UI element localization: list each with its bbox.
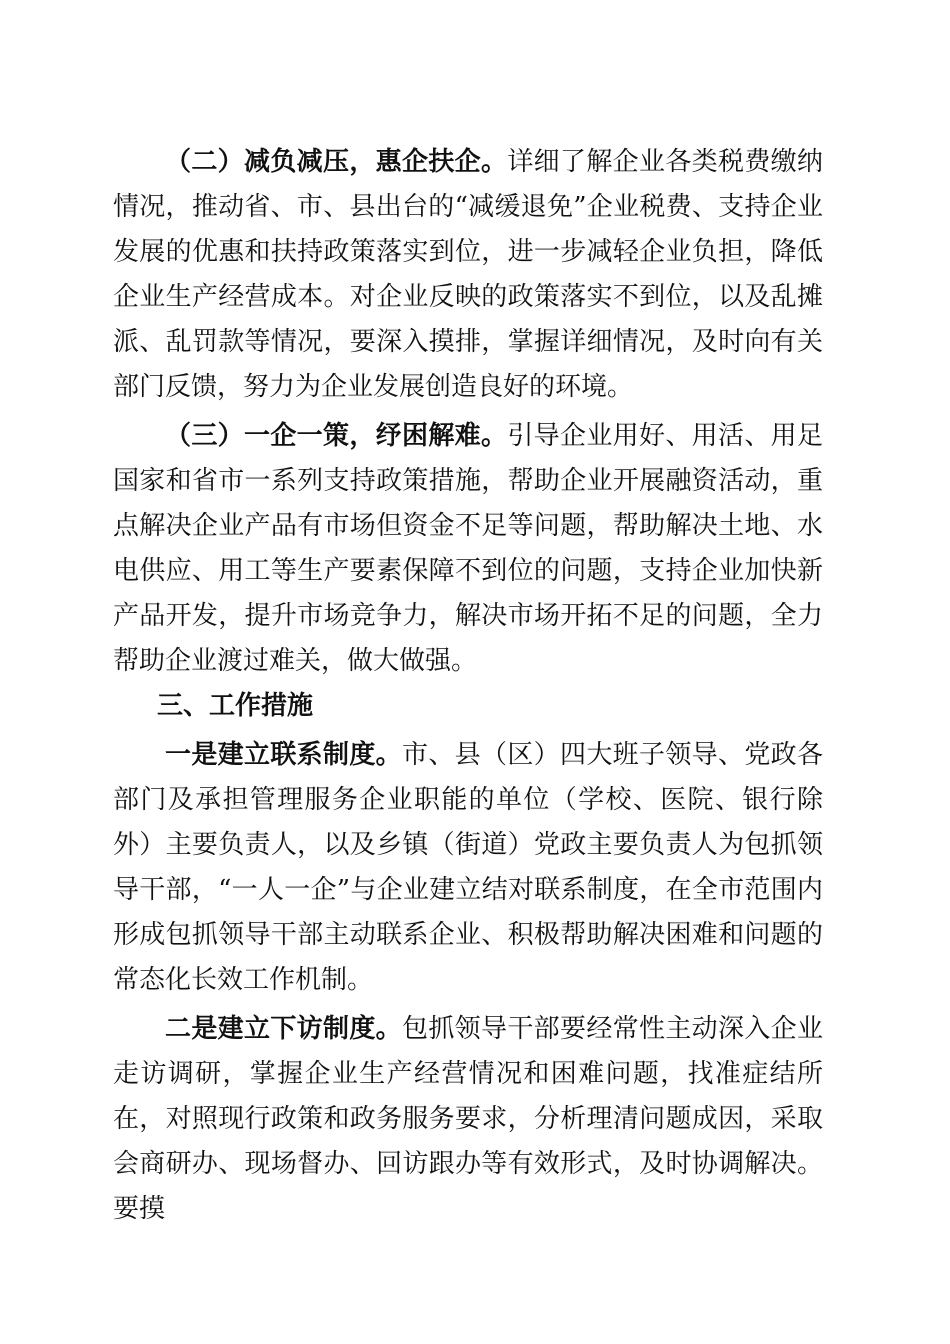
paragraph-text: 详细了解企业各类税费缴纳情况，推动省、市、县出台的“减缓退免”企业税费、支持企业发展的优惠和扶持政策落实到位，进一步减轻企业负担，降低企业生产经营成本。对企业反映的政策落实不到位，以及乱摊派、乱罚款等情况，要深入摸排，掌握详细情况，及时向有关部门反馈，努力为企业发展创造良好的环境。 xyxy=(113,147,823,402)
paragraph-visit-system xyxy=(113,1007,823,1232)
paragraph-lead: （三）一企一策，纾困解难。 xyxy=(165,421,508,451)
section-heading: 三、工作措施 xyxy=(157,691,314,721)
document-body xyxy=(113,140,823,1232)
paragraph-text: 引导企业用好、用活、用足国家和省市一系列支持政策措施，帮助企业开展融资活动，重点解决企业产品有市场但资金不足等问题，帮助解决土地、水电供应、用工等生产要素保障不到位的问题，支持企业加快新产品开发，提升市场竞争力，解决市场开拓不足的问题，全力帮助企业渡过难关，做大做强。 xyxy=(113,421,823,676)
paragraph-text: 市、县（区）四大班子领导、党政各部门及承担管理服务企业职能的单位（学校、医院、银行除外）主要负责人，以及乡镇（街道）党政主要负责人为包抓领导干部，“一人一企”与企业建立结对联系制度，在全市范围内形成包抓领导干部主动联系企业、积极帮助解决困难和问题的常态化长效工作机制。 xyxy=(113,740,823,995)
paragraph-lead: 一是建立联系制度。 xyxy=(165,740,402,770)
paragraph-contact-system xyxy=(113,733,823,1003)
paragraph-lead: 二是建立下访制度。 xyxy=(165,1014,402,1044)
paragraph-lead: （二）减负减压，惠企扶企。 xyxy=(165,147,508,177)
paragraph-one-policy xyxy=(113,414,823,684)
paragraph-reduce-burden xyxy=(113,140,823,410)
paragraph-text: 包抓领导干部要经常性主动深入企业走访调研，掌握企业生产经营情况和困难问题，找准症结所在，对照现行政策和政务服务要求，分析理清问题成因，采取会商研办、现场督办、回访跟办等有效形式，及时协调解决。要摸 xyxy=(113,1014,823,1224)
